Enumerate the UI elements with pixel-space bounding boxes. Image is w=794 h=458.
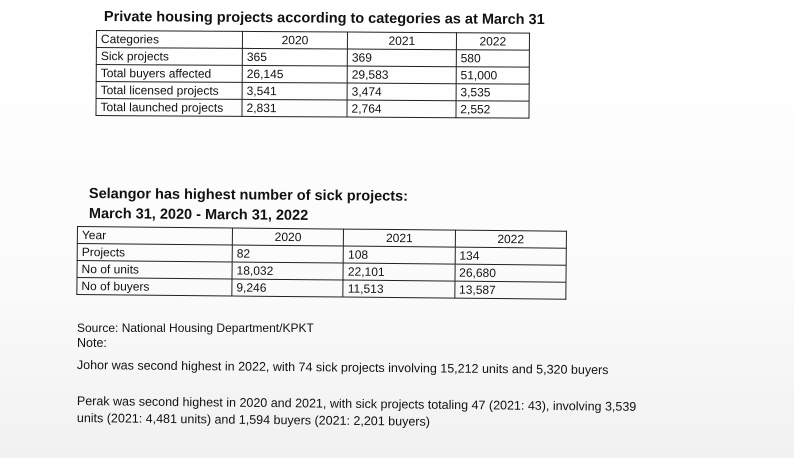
table-cell: Projects <box>77 244 232 262</box>
johor-note: Johor was second highest in 2022, with 74 sick projects involving 15,212 units and 5,320 buyers <box>76 357 609 378</box>
table-row <box>96 65 529 85</box>
table-cell: 82 <box>232 245 343 263</box>
table1-title: Private housing projects according to categories as at March 31 <box>103 9 545 29</box>
table-row <box>96 48 529 68</box>
header-cell: 2022 <box>455 230 567 248</box>
header-cell: Categories <box>96 31 242 49</box>
table-cell: 108 <box>343 246 454 264</box>
table-cell: 11,513 <box>343 280 454 298</box>
table-cell: 26,145 <box>242 65 347 83</box>
table-cell: No of buyers <box>77 278 232 296</box>
table-cell: 9,246 <box>232 279 343 297</box>
table2-title-line1: Selangor has highest number of sick projects: <box>88 186 409 205</box>
table-cell: Total launched projects <box>96 99 242 117</box>
header-cell: 2020 <box>232 228 343 246</box>
table-cell: 26,680 <box>455 264 567 282</box>
housing-categories-table <box>95 30 530 119</box>
table-cell: 365 <box>242 48 347 66</box>
table-cell: 51,000 <box>456 67 529 84</box>
table-cell: No of units <box>77 261 232 279</box>
header-cell: 2021 <box>344 229 455 247</box>
table-cell: Sick projects <box>96 48 242 66</box>
perak-note-line1: Perak was second highest in 2020 and 2021, with sick projects totaling 47 (2021: 43), involving 3,539 <box>76 393 637 414</box>
table-cell: 3,535 <box>456 84 529 101</box>
source-note: Source: National Housing Department/KPKT <box>77 321 314 335</box>
table-cell: Total licensed projects <box>96 82 242 100</box>
table-cell: 3,541 <box>242 82 347 100</box>
table-cell: 3,474 <box>347 83 456 101</box>
note-label: Note: <box>77 336 107 350</box>
table-cell: 22,101 <box>343 263 454 281</box>
table-row <box>96 82 529 102</box>
table-cell: 369 <box>347 49 456 67</box>
table-cell: 18,032 <box>232 262 343 280</box>
table-cell: 2,764 <box>347 100 456 118</box>
table-cell: 2,552 <box>456 101 529 118</box>
header-cell: 2022 <box>456 33 529 50</box>
header-cell: 2021 <box>347 32 456 50</box>
selangor-sick-projects-table <box>76 226 567 300</box>
table-cell: 580 <box>456 50 529 67</box>
table-row <box>96 99 529 119</box>
header-cell: 2020 <box>242 31 347 49</box>
header-cell: Year <box>77 227 232 245</box>
table-cell: 29,583 <box>347 66 456 84</box>
table-cell: 2,831 <box>242 99 347 117</box>
table-cell: Total buyers affected <box>96 65 242 83</box>
table-cell: 13,587 <box>454 281 566 299</box>
perak-note-line2: units (2021: 4,481 units) and 1,594 buyers (2021: 2,201 buyers) <box>76 410 430 429</box>
table2-title-line2: March 31, 2020 - March 31, 2022 <box>88 206 309 224</box>
table-cell: 134 <box>455 247 567 265</box>
